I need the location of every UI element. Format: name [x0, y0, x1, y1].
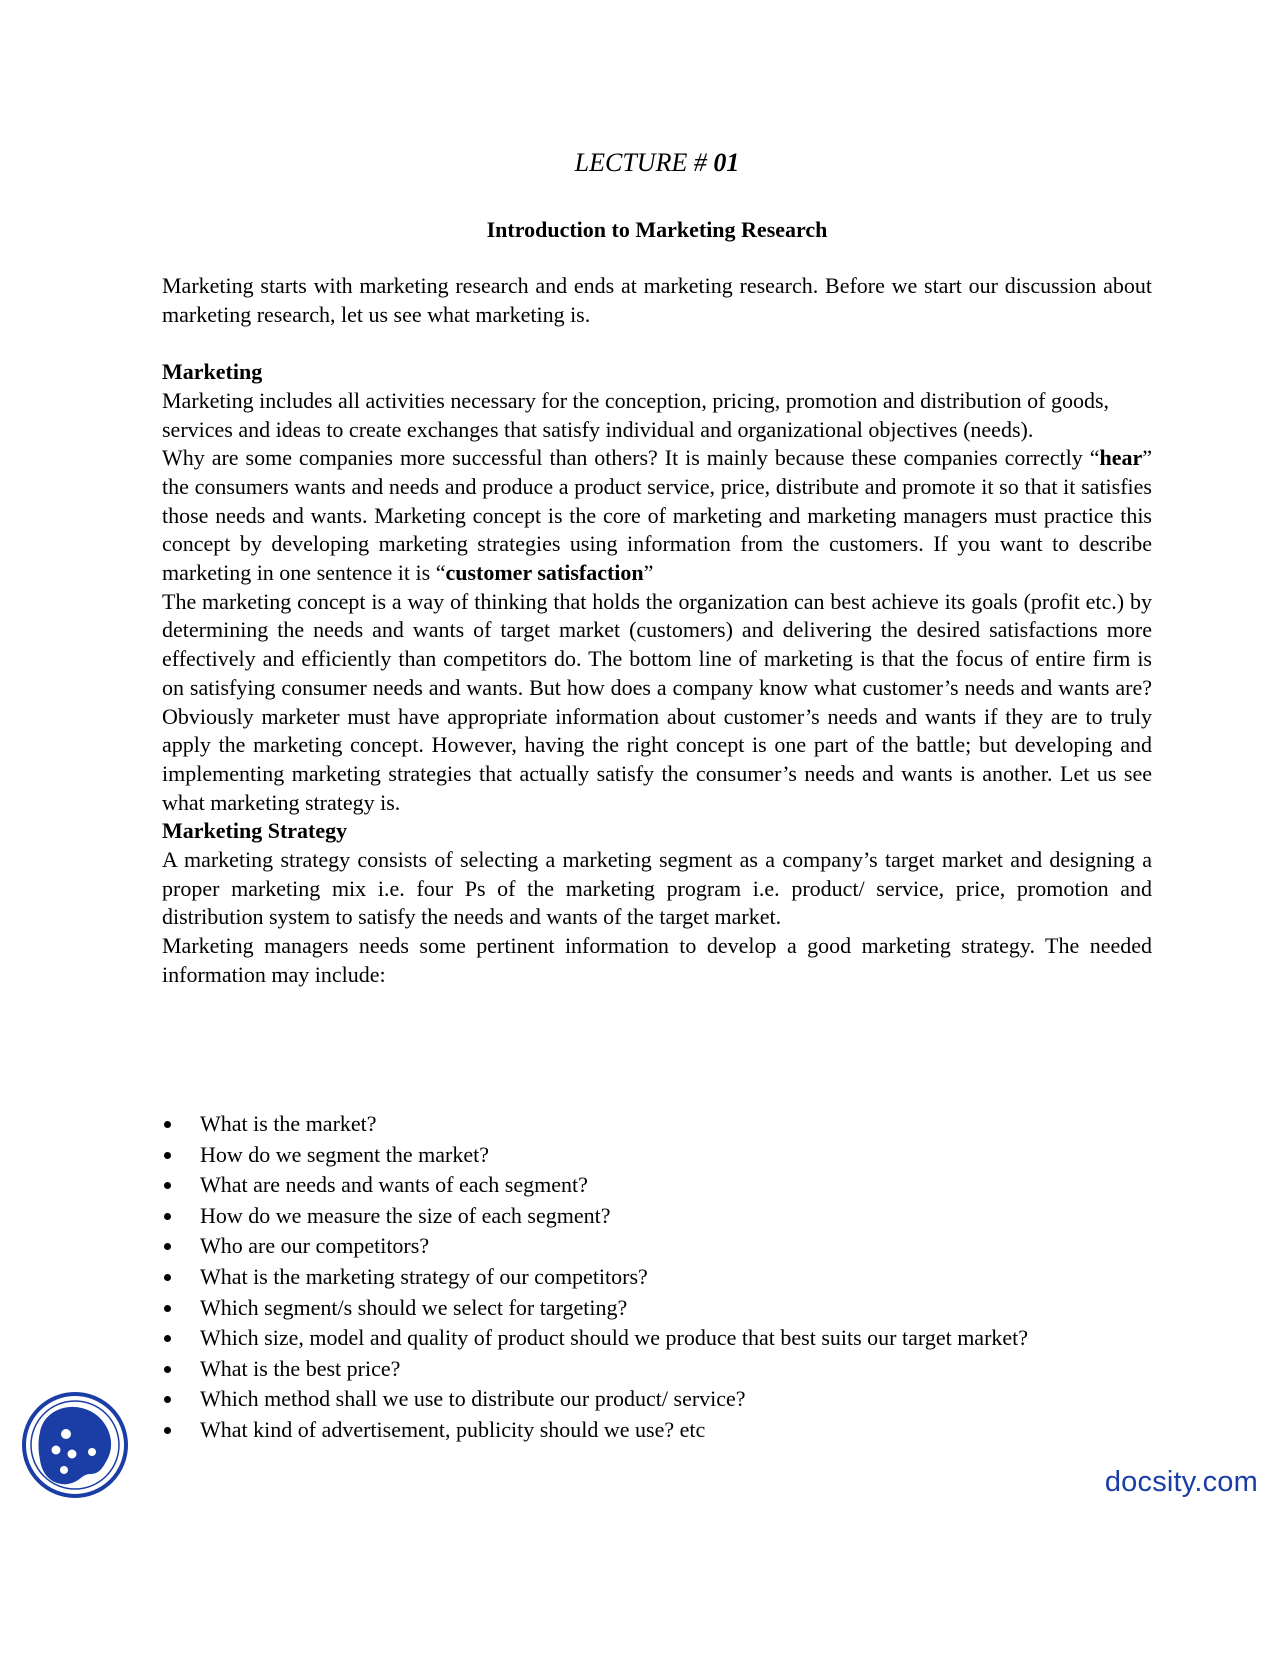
marketing-heading: Marketing [162, 359, 263, 385]
lecture-heading [162, 146, 1152, 180]
list-item: Who are our competitors? [162, 1231, 1162, 1262]
list-item: What kind of advertisement, publicity should we use? etc [162, 1415, 1162, 1446]
list-item: How do we segment the market? [162, 1140, 1162, 1171]
lecture-heading-prefix: LECTURE # [574, 148, 714, 177]
marketing-strategy-heading: Marketing Strategy [162, 818, 348, 844]
customer-satisfaction-emphasis: customer satisfaction [445, 560, 644, 586]
marketing-definition: Marketing includes all activities necessary for the conception, pricing, promotion and distribution of goods, services and ideas to create exchanges that satisfy individual and organizational objectives (needs). [162, 387, 1109, 442]
list-item: What is the market? [162, 1109, 1162, 1140]
docsity-brand-link[interactable]: docsity.com [1104, 1466, 1258, 1498]
list-item: Which size, model and quality of product should we produce that best suits our target market? [162, 1323, 1162, 1354]
marketing-paragraph-3: The marketing concept is a way of thinking that holds the organization can best achieve its goals (profit etc.) by determining the needs and wants of target market (customers) and delivering the desired satisfactions more effectively and efficiently than competitors do. The bottom line of marketing is that the focus of entire firm is on satisfying consumer needs and wants. But how does a company know what customer’s needs and wants are? Obviously marketer must have appropriate information about customer’s needs and wants if they are to truly apply the marketing concept. However, having the right concept is one part of the battle; but developing and implementing marketing strategies that actually satisfy the consumer’s needs and wants is another. Let us see what marketing strategy is. [162, 588, 1152, 815]
list-item: How do we measure the size of each segment? [162, 1201, 1162, 1232]
p2-part-c: ” [643, 560, 654, 586]
list-item: What is the best price? [162, 1354, 1162, 1385]
list-item: Which method shall we use to distribute our product/ service? [162, 1384, 1162, 1415]
questions-list [162, 1109, 1162, 1446]
docsity-logo-icon [20, 1390, 130, 1500]
lecture-number: 01 [713, 148, 740, 177]
p2-part-a: Why are some companies more successful than others? It is mainly because these companies correctly “ [162, 445, 1100, 471]
strategy-paragraph-2: Marketing managers needs some pertinent information to develop a good marketing strategy. The needed information may include: [162, 933, 1152, 987]
intro-paragraph: Marketing starts with marketing research and ends at marketing research. Before we start our discussion about marketing research, let us see what marketing is. [162, 273, 1152, 327]
marketing-paragraph-2 [162, 444, 1152, 588]
p2-part-b: ” the consumers wants and needs and produce a product service, price, distribute and promote it so that it satisfies those needs and wants. Marketing concept is the core of marketing and marketing managers must practice this concept by developing marketing strategies using information from the customers. If you want to describe marketing in one sentence it is “ [162, 445, 1152, 586]
body-text [162, 272, 1152, 990]
hear-emphasis: hear [1099, 445, 1143, 471]
paragraph-gap [162, 329, 1152, 358]
list-item: What are needs and wants of each segment? [162, 1170, 1162, 1201]
list-item: What is the marketing strategy of our competitors? [162, 1262, 1162, 1293]
list-item: Which segment/s should we select for targeting? [162, 1293, 1162, 1324]
strategy-paragraph-1: A marketing strategy consists of selecting a marketing segment as a company’s target market and designing a proper marketing mix i.e. four Ps of the marketing program i.e. product/ service, price, promotion and distribution system to satisfy the needs and wants of the target market. [162, 847, 1152, 930]
lecture-subtitle: Introduction to Marketing Research [486, 217, 828, 242]
